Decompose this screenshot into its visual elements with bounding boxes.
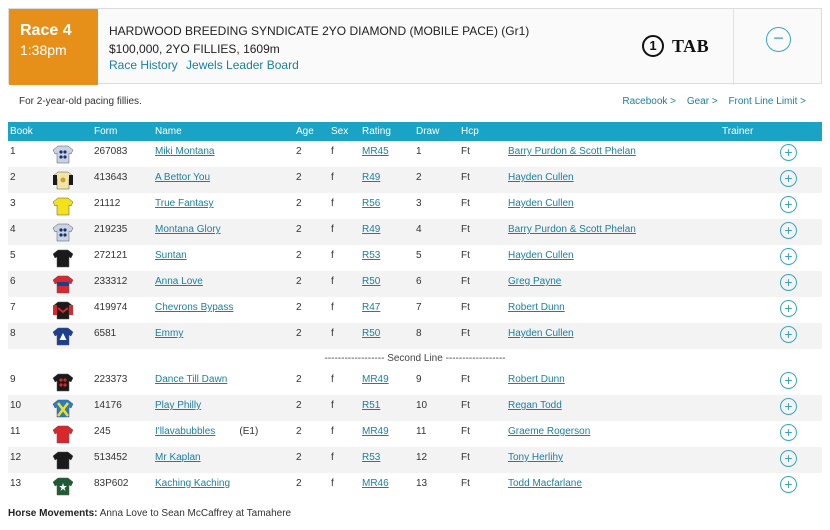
cell-form: 233312 bbox=[94, 276, 128, 287]
trainer-link[interactable]: Hayden Cullen bbox=[508, 172, 574, 183]
cell-age: 2 bbox=[296, 198, 302, 209]
cell-sex: f bbox=[331, 478, 334, 489]
cell-draw: 12 bbox=[416, 452, 428, 463]
plus-circle-icon[interactable]: + bbox=[780, 372, 797, 389]
trainer-link[interactable]: Tony Herlihy bbox=[508, 452, 564, 463]
cell-draw: 11 bbox=[416, 426, 427, 437]
horse-name-link[interactable]: Chevrons Bypass bbox=[155, 302, 234, 313]
trainer-link[interactable]: Regan Todd bbox=[508, 400, 562, 411]
jockey-silk-icon bbox=[52, 371, 74, 393]
jockey-silk-icon bbox=[52, 423, 74, 445]
cell-draw: 2 bbox=[416, 172, 422, 183]
table-row bbox=[8, 297, 822, 323]
cell-book: 6 bbox=[10, 276, 16, 287]
cell-form: 21112 bbox=[94, 198, 121, 209]
rating-link[interactable]: R47 bbox=[362, 302, 381, 313]
col-header-age: Age bbox=[296, 126, 314, 137]
col-header-trainer: Trainer bbox=[722, 126, 754, 137]
jockey-silk-icon bbox=[52, 143, 74, 165]
cell-draw: 1 bbox=[416, 146, 422, 157]
rating-link[interactable]: R50 bbox=[362, 276, 381, 287]
horse-movements-label: Horse Movements: bbox=[8, 508, 98, 519]
cell-form: 14176 bbox=[94, 400, 122, 411]
table-row bbox=[8, 141, 822, 167]
cell-form: 223373 bbox=[94, 374, 128, 385]
horse-name-link[interactable]: Suntan bbox=[155, 250, 187, 261]
emergency-tag: (E1) bbox=[239, 426, 259, 437]
horse-name-link[interactable]: Dance Till Dawn bbox=[155, 374, 228, 385]
cell-form: 6581 bbox=[94, 328, 117, 339]
race-card bbox=[8, 8, 822, 528]
jockey-silk-icon bbox=[52, 475, 74, 497]
cell-draw: 7 bbox=[416, 302, 422, 313]
jockey-silk-icon bbox=[52, 169, 74, 191]
cell-age: 2 bbox=[296, 146, 302, 157]
plus-circle-icon[interactable]: + bbox=[780, 196, 797, 213]
runners-table bbox=[8, 141, 822, 499]
horse-name-link[interactable]: Emmy bbox=[155, 328, 184, 339]
cell-draw: 5 bbox=[416, 250, 422, 261]
cell-age: 2 bbox=[296, 172, 302, 183]
plus-circle-icon[interactable]: + bbox=[780, 248, 797, 265]
cell-sex: f bbox=[331, 224, 334, 235]
cell-hcp: Ft bbox=[461, 276, 470, 287]
cell-book: 5 bbox=[10, 250, 16, 261]
horse-name-link[interactable]: True Fantasy bbox=[155, 198, 214, 209]
plus-circle-icon[interactable]: + bbox=[780, 326, 797, 343]
cell-sex: f bbox=[331, 400, 334, 411]
horse-movements bbox=[8, 508, 291, 519]
cell-age: 2 bbox=[296, 276, 302, 287]
cell-hcp: Ft bbox=[461, 146, 470, 157]
table-row bbox=[8, 395, 822, 421]
cell-sex: f bbox=[331, 250, 334, 261]
jockey-silk-icon bbox=[52, 195, 74, 217]
cell-form: 245 bbox=[94, 426, 111, 437]
horse-name-link[interactable]: Mr Kaplan bbox=[155, 452, 201, 463]
cell-book: 3 bbox=[10, 198, 16, 209]
jockey-silk-icon bbox=[52, 299, 74, 321]
col-header-sex: Sex bbox=[331, 126, 349, 137]
cell-age: 2 bbox=[296, 250, 302, 261]
cell-book: 8 bbox=[10, 328, 16, 339]
horse-name-link[interactable]: A Bettor You bbox=[155, 172, 211, 183]
cell-hcp: Ft bbox=[461, 250, 470, 261]
horse-name-link[interactable]: Play Philly bbox=[155, 400, 202, 411]
cell-book: 12 bbox=[10, 452, 22, 463]
info-links bbox=[614, 96, 806, 107]
cell-book: 4 bbox=[10, 224, 16, 235]
cell-sex: f bbox=[331, 172, 334, 183]
race-number: Race 4 bbox=[20, 22, 72, 39]
cell-form: 267083 bbox=[94, 146, 128, 157]
horse-name-link[interactable]: Miki Montana bbox=[155, 146, 215, 157]
cell-hcp: Ft bbox=[461, 172, 470, 183]
plus-circle-icon[interactable]: + bbox=[780, 274, 797, 291]
cell-sex: f bbox=[331, 426, 334, 437]
cell-sex: f bbox=[331, 146, 334, 157]
cell-hcp: Ft bbox=[461, 328, 470, 339]
table-row bbox=[8, 421, 822, 447]
race-subtitle: $100,000, 2YO FILLIES, 1609m bbox=[109, 42, 280, 56]
rating-link[interactable]: R50 bbox=[362, 328, 381, 339]
table-row bbox=[8, 369, 822, 395]
jockey-silk-icon bbox=[52, 449, 74, 471]
cell-book: 10 bbox=[10, 400, 22, 411]
cell-draw: 10 bbox=[416, 400, 428, 411]
plus-circle-icon[interactable]: + bbox=[780, 476, 797, 493]
table-row bbox=[8, 271, 822, 297]
cell-age: 2 bbox=[296, 328, 302, 339]
horse-name-link[interactable]: Anna Love bbox=[155, 276, 203, 287]
cell-age: 2 bbox=[296, 374, 302, 385]
rating-link[interactable]: R53 bbox=[362, 250, 381, 261]
cell-book: 1 bbox=[10, 146, 16, 157]
race-conditions: For 2-year-old pacing fillies. bbox=[19, 96, 142, 107]
race-history-link[interactable]: Race History bbox=[109, 58, 178, 72]
cell-age: 2 bbox=[296, 224, 302, 235]
horse-name-link[interactable]: I'llavabubbles bbox=[155, 426, 216, 437]
jewels-leader-board-link[interactable]: Jewels Leader Board bbox=[186, 58, 299, 72]
table-row bbox=[8, 473, 822, 499]
plus-circle-icon[interactable]: + bbox=[780, 144, 797, 161]
tab-logo bbox=[642, 35, 709, 57]
plus-circle-icon[interactable]: + bbox=[780, 424, 797, 441]
front-line-limit-link[interactable]: Front Line Limit > bbox=[728, 96, 806, 107]
jockey-silk-icon bbox=[52, 221, 74, 243]
trainer-link[interactable]: Barry Purdon & Scott Phelan bbox=[508, 146, 636, 157]
cell-age: 2 bbox=[296, 478, 302, 489]
race-info-bar bbox=[8, 96, 822, 120]
table-row bbox=[8, 193, 822, 219]
rating-link[interactable]: R53 bbox=[362, 452, 381, 463]
plus-circle-icon[interactable]: + bbox=[780, 170, 797, 187]
cell-form: 83P602 bbox=[94, 478, 129, 489]
table-row bbox=[8, 167, 822, 193]
cell-sex: f bbox=[331, 328, 334, 339]
jockey-silk-icon bbox=[52, 397, 74, 419]
plus-circle-icon[interactable]: + bbox=[780, 450, 797, 467]
tab-logo-number: 1 bbox=[642, 35, 664, 57]
trainer-link[interactable]: Robert Dunn bbox=[508, 302, 565, 313]
cell-sex: f bbox=[331, 374, 334, 385]
race-links bbox=[109, 58, 304, 72]
cell-sex: f bbox=[331, 302, 334, 313]
table-row bbox=[8, 245, 822, 271]
cell-form: 413643 bbox=[94, 172, 128, 183]
cell-draw: 3 bbox=[416, 198, 422, 209]
rating-link[interactable]: MR45 bbox=[362, 146, 389, 157]
cell-hcp: Ft bbox=[461, 426, 470, 437]
second-line-divider: ------------------ Second Line ------------------ bbox=[324, 353, 506, 364]
plus-circle-icon[interactable]: + bbox=[780, 300, 797, 317]
cell-draw: 8 bbox=[416, 328, 422, 339]
cell-form: 513452 bbox=[94, 452, 128, 463]
cell-hcp: Ft bbox=[461, 374, 470, 385]
col-header-hcp: Hcp bbox=[461, 126, 479, 137]
cell-age: 2 bbox=[296, 302, 302, 313]
cell-draw: 6 bbox=[416, 276, 422, 287]
jockey-silk-icon bbox=[52, 247, 74, 269]
minus-circle-icon[interactable]: − bbox=[766, 27, 791, 52]
cell-hcp: Ft bbox=[461, 452, 470, 463]
col-header-form: Form bbox=[94, 126, 118, 137]
rating-link[interactable]: R56 bbox=[362, 198, 381, 209]
table-row bbox=[8, 323, 822, 349]
rating-link[interactable]: MR49 bbox=[362, 374, 389, 385]
cell-form: 419974 bbox=[94, 302, 128, 313]
cell-hcp: Ft bbox=[461, 198, 470, 209]
jockey-silk-icon bbox=[52, 325, 74, 347]
horse-movements-text: Anna Love to Sean McCaffrey at Tamahere bbox=[97, 508, 292, 519]
cell-draw: 13 bbox=[416, 478, 428, 489]
rating-link[interactable]: R49 bbox=[362, 172, 381, 183]
rating-link[interactable]: MR49 bbox=[362, 426, 389, 437]
cell-hcp: Ft bbox=[461, 400, 470, 411]
plus-circle-icon[interactable]: + bbox=[780, 222, 797, 239]
trainer-link[interactable]: Robert Dunn bbox=[508, 374, 565, 385]
table-row bbox=[8, 219, 822, 245]
cell-age: 2 bbox=[296, 426, 302, 437]
col-header-name: Name bbox=[155, 126, 182, 137]
rating-link[interactable]: R51 bbox=[362, 400, 381, 411]
race-header bbox=[8, 8, 822, 84]
col-header-book: Book bbox=[10, 126, 33, 137]
trainer-link[interactable]: Greg Payne bbox=[508, 276, 562, 287]
cell-book: 11 bbox=[10, 426, 21, 437]
cell-sex: f bbox=[331, 452, 334, 463]
trainer-link[interactable]: Hayden Cullen bbox=[508, 250, 574, 261]
table-header bbox=[8, 122, 822, 141]
col-header-rating: Rating bbox=[362, 126, 391, 137]
cell-book: 9 bbox=[10, 374, 16, 385]
cell-hcp: Ft bbox=[461, 302, 470, 313]
cell-book: 2 bbox=[10, 172, 16, 183]
trainer-link[interactable]: Hayden Cullen bbox=[508, 198, 574, 209]
cell-draw: 4 bbox=[416, 224, 422, 235]
trainer-link[interactable]: Barry Purdon & Scott Phelan bbox=[508, 224, 636, 235]
col-header-draw: Draw bbox=[416, 126, 440, 137]
cell-book: 7 bbox=[10, 302, 16, 313]
cell-draw: 9 bbox=[416, 374, 422, 385]
cell-hcp: Ft bbox=[461, 478, 470, 489]
trainer-link[interactable]: Hayden Cullen bbox=[508, 328, 574, 339]
plus-circle-icon[interactable]: + bbox=[780, 398, 797, 415]
cell-form: 272121 bbox=[94, 250, 128, 261]
cell-sex: f bbox=[331, 276, 334, 287]
race-number-box bbox=[9, 9, 98, 85]
racebook-link[interactable]: Racebook > bbox=[622, 96, 677, 107]
cell-book: 13 bbox=[10, 478, 22, 489]
cell-age: 2 bbox=[296, 452, 302, 463]
collapse-column bbox=[733, 9, 823, 85]
trainer-link[interactable]: Graeme Rogerson bbox=[508, 426, 591, 437]
cell-sex: f bbox=[331, 198, 334, 209]
horse-name-link[interactable]: Montana Glory bbox=[155, 224, 221, 235]
jockey-silk-icon bbox=[52, 273, 74, 295]
horse-name-link[interactable]: Kaching Kaching bbox=[155, 478, 231, 489]
race-title: HARDWOOD BREEDING SYNDICATE 2YO DIAMOND (MOBILE PACE) (Gr1) bbox=[109, 24, 530, 38]
trainer-link[interactable]: Todd Macfarlane bbox=[508, 478, 582, 489]
rating-link[interactable]: R49 bbox=[362, 224, 381, 235]
race-time: 1:38pm bbox=[20, 42, 67, 58]
tab-logo-text: TAB bbox=[672, 35, 710, 56]
cell-age: 2 bbox=[296, 400, 302, 411]
cell-hcp: Ft bbox=[461, 224, 470, 235]
gear-link[interactable]: Gear > bbox=[686, 96, 718, 107]
cell-form: 219235 bbox=[94, 224, 128, 235]
table-row bbox=[8, 447, 822, 473]
rating-link[interactable]: MR46 bbox=[362, 478, 389, 489]
